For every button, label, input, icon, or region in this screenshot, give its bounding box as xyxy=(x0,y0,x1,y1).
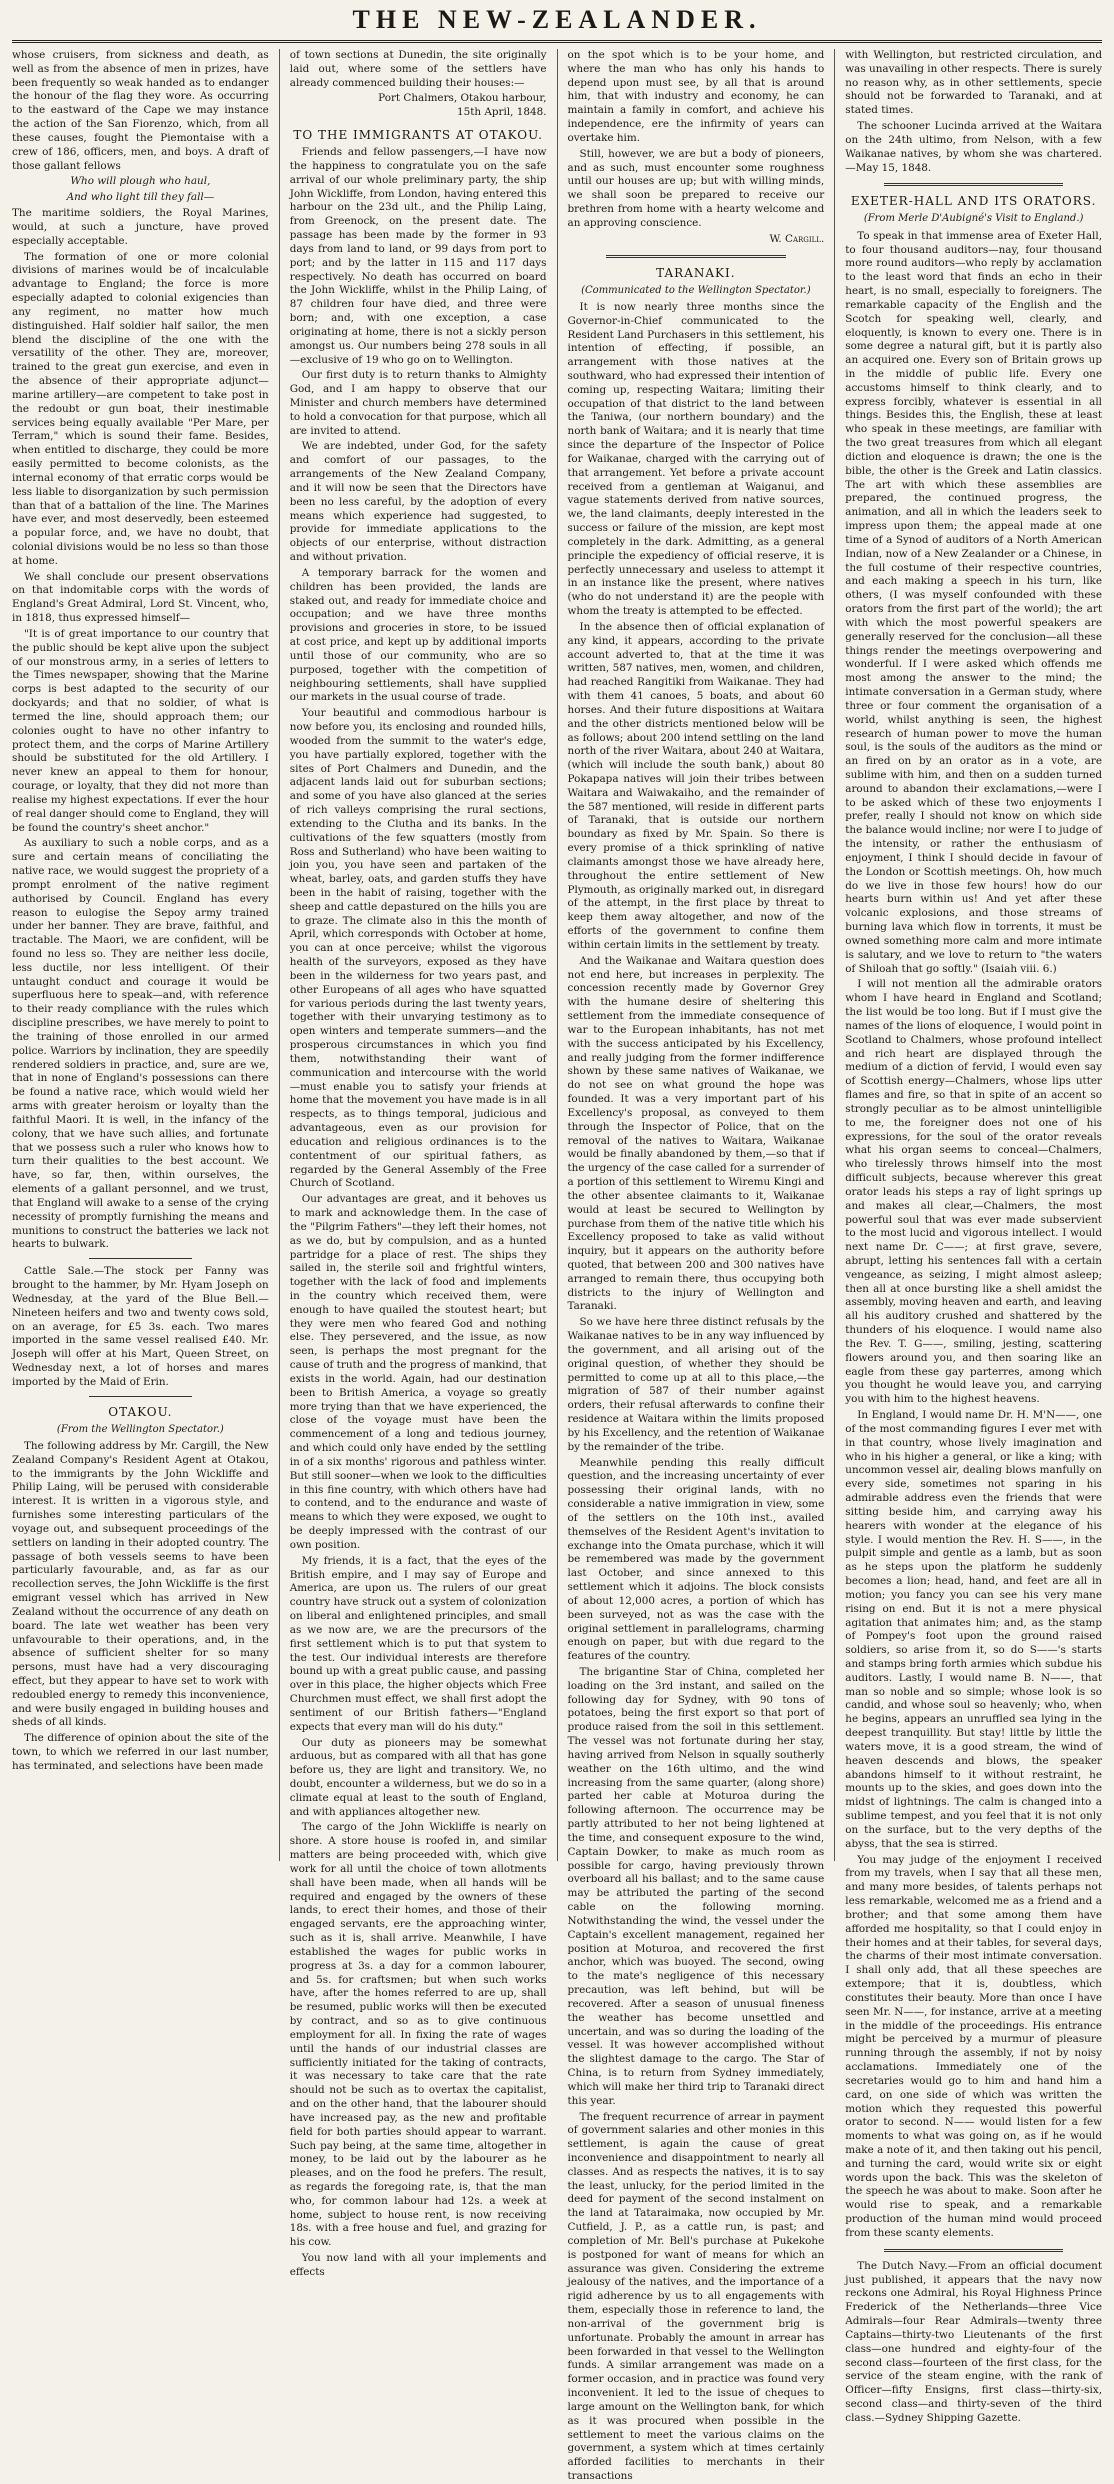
quote-paragraph: "It is of great importance to our country that the public should be kept alive upon the subject of our monstrous army, in a series of letters to the Times newspaper, showing that the Marine corps is best adapted to the security of our dockyards; and that no soldier, of what is termed the line, should approach them; our colonies ought to have no other infantry to protect them, and the corps of Marine Artillery should be substituted for the old Artillery. I never knew an appeal to them for honour, courage, or loyalty, that they did not more than realise my highest expectations. If ever the hour of real danger should come to England, they will be found the country's sheet anchor." xyxy=(12,627,269,834)
masthead xyxy=(12,0,1102,43)
marines-paragraph: As auxiliary to such a noble corps, and as a sure and certain means of conciliating the native race, we would suggest the propriety of a prompt enrolment of the native regiment authorised by Council. England has every reason to eulogise the Sepoy army trained under her banner. They are brave, faithful, and tractable. The Maori, we are confident, will be found no less so. They are neither less docile, less ductile, nor less intelligent. Of their untaught conduct and courage it would be superfluous here to speak—and, with reference to their ready compliance with the rules which discipline prescribes, we have merely to point to the training of those enrolled in our armed police. Warriors by inclination, they are speedily rendered soldiers in practice, and, sure are we, that in none of England's possessions can there be found a native race, which would wield her arms with greater heroism or loyalty than the faithful Maori. It is well, in the infancy of the colony, that we have such allies, and fortunate that we possess such a ruler who knows how to turn their qualities to the best account. We have, so far, then, within ourselves, the elements of a gallant personnel, and we trust, that England will awake to a sense of the crying necessity of promptly furnishing the means and munitions to construct the batteries we lack not hearts to bulwark. xyxy=(12,837,269,1251)
newspaper-title: THE NEW-ZEALANDER. xyxy=(352,5,762,34)
address-paragraph: Friends and fellow passengers,—I have now the happiness to congratulate you on the safe arrival of our whole preliminary party, the ship John Wickliffe, from London, having entered this harbour on the 23d ult., and the Philip Laing, from Greenock, on the present date. The passage has been made by the former in 93 days from land to land, or 99 days from port to port; and by the latter in 115 and 117 days respectively. No death has occurred on board the John Wickliffe, whilst in the Philip Laing, of 87 children four have died, and three were born; and, with one exception, a case originating at home, there is not a sickly person amongst us. Our numbers being 278 souls in all—exclusive of 19 who go on to Wellington. xyxy=(289,146,547,366)
otakou-heading: OTAKOU. xyxy=(108,1404,173,1419)
taranaki-paragraph: So we have here three distinct refusals by the Waikanae natives to be in any way influenced by the government, and all arising out of the original question, of whether they should be permitted to come up at all to this place,—the migration of 587 of their number against orders, their refusal afterwards to confine their residence at Waitara within the limits proposed by his Excellency, and the retention of Waikanae by the remainder of the tribe. xyxy=(567,1316,825,1453)
address-paragraph: We are indebted, under God, for the safety and comfort of our passages, to the arrangements of the New Zealand Company, and it will now be seen that the Directors have been no less careful, by the adoption of every means which experience had suggested, to provide for immediate applications to the objects of our enterprise, without distraction and without privation. xyxy=(289,440,547,564)
exeter-hall-paragraph: I will not mention all the admirable orators whom I have heard in England and Scotland; the list would be too long. But if I must give the names of the lions of eloquence, I would point in Scotland to Chalmers, whose profound intellect and rich heart are displayed through the medium of a diction of fervid, I would even say of Scottish energy—Chalmers, whose lips utter flames and fire, so that in spite of an accent so strongly peculiar as to be almost unintelligible to me, the foreigner does not one of his expressions, for the soul of the orator reveals what his organ seems to conceal—Chalmers, who tirelessly throws himself into the most difficult subjects, because wherever this great orator leads his steps a ray of light springs up and makes all clear,—Chalmers, the most powerful soul that was ever made subservient to the most lucid and vigorous intellect. I would next name Dr. C——; at first grave, severe, abrupt, letting his sentences fall with a certain vengeance, as seizing, I might almost asleep; then all at once bursting like a shell amidst the assembly, moving heaven and earth, and leaving all his auditory crushed and shattered by the thunders of his eloquence. I would name also the Rev. T. G——, smiling, jesting, scattering flowers around you, and then soaring like an eagle from these gay parterres, among which you thought he would leave you, and carrying you with him to the highest heavens. xyxy=(845,978,1102,1406)
taranaki-paragraph: Meanwhile pending this really difficult question, and the increasing uncertainty of ever possessing their original lands, with no considerable a native immigration in view, some of the settlers on the 10th inst., availed themselves of the Resident Agent's invitation to exchange into the Omata purchase, which it will be remembered was made by the government last October, and since annexed to this settlement which it adjoins. The block consists of about 12,000 acres, a portion of which has been surveyed, not as was the case with the original settlement in parallelograms, charming enough on paper, but with due regard to the features of the country. xyxy=(567,1456,825,1663)
verse-line: Who will plough who haul, xyxy=(70,175,211,188)
taranaki-paragraph: with Wellington, but restricted circulation, and was unavailing in other respects. There is surely no reason why, as in other settlements, specie should not be forwarded to Taranaki, and at stated times. xyxy=(845,49,1102,117)
exeter-hall-paragraph: In England, I would name Dr. H. M'N——, one of the most commanding figures I ever met with in that country, whose lively imagination and who in his higher a general, or like a king; with uncommon vessel air, dealing blows manfully on every side, sometimes not sparing in his admirable address even the friends that were sitting beside him, and carrying away his hearers with wonder at the elegance of his style. I would mention the Rev. H. S——, in the pulpit simple and gentle as a lamb, but as soon as he steps upon the platform he suddenly becomes a lion; head, hand, and feet are all in motion; you fancy you can see his very mane rising on end. But it is not a mere physical agitation that animates him; and, as the stamp of Pompey's foot upon the ground raised soldiers, so arise from it, so do S——'s starts and stamps bring forth armies which subdue his auditors. Lastly, I would name B. N——, that man so noble and so simple; whose look is so candid, and whose soul so heavenly; who, when he begins, appears an unruffled sea lying in the deepest tranquillity. But stay! little by little the waters move, it is a good stream, the wind of heaven descends and blows, the speaker abandons himself to it without restraint, he mounts up to the skies, and goes down into the midst of lightnings. The calm is changed into a sublime tempest, and you feel that it is not only on the surface, but to the very depths of the abyss, that the sea is stirred. xyxy=(845,1409,1102,1850)
divider xyxy=(606,255,786,258)
taranaki-paragraph: It is now nearly three months since the Governor-in-Chief communicated to the Resident Land Purchasers in this settlement, his intention of effecting, if possible, an arrangement with those natives at the southward, who had expressed their intention of coming up, respecting Waitara; limiting their occupation of that district to the land between the Taniwa, (our northern boundary) and the north bank of Waitara; and it is nearly that time since the departure of the Inspector of Police for Waikanae, charged with the carrying out of that arrangement. Yet before a private account received from a gentleman at Waiganui, and vague statements derived from native sources, we, the land claimants, deeply interested in the success or failure of the mission, are kept most completely in the dark. Admitting, as a general principle the expediency of official reserve, it is perfectly unnecessary and useless to attempt it in an instance like the present, where natives (who do not understand it) are the people with whom the treaty is attempted to be effected. xyxy=(567,300,825,618)
address-paragraph: My friends, it is a fact, that the eyes of the British empire, and I may say of Europe and America, are upon us. The rulers of our great country have struck out a system of colonization on liberal and enlightened principles, and small as we now are, we are the precursors of the first settlement which is to put that system to the test. Our individual interests are therefore bound up with a great public cause, and passing over in this place, the higher objects which Free Churchmen must effect, we shall first adopt the sentiment of our British fathers—"England expects that every man will do his duty." xyxy=(289,1554,547,1733)
address-paragraph: Our first duty is to return thanks to Almighty God, and I am happy to observe that our Minister and church members have determined to hold a convocation for that purpose, which all are invited to attend. xyxy=(289,369,547,437)
otakou-paragraph: The following address by Mr. Cargill, the New Zealand Company's Resident Agent at Otakou, to the immigrants by the John Wickliffe and Philip Laing, will be perused with considerable interest. It is written in a vigorous style, and furnishes some interesting particulars of the voyage out, and subsequent proceedings of the settlers on landing in their adopted country. The passage of both vessels seems to have been particularly favourable, and, as far as our recollection serves, the John Wickliffe is the first emigrant vessel which has arrived in New Zealand without the occurrence of any death on board. The late wet weather has been very unfavourable to their operations, and, in the absence of sufficient shelter for so many persons, must have had a very discouraging effect, but they appear to have set to work with redoubled energy to remedy this inconvenience, and were busily engaged in building houses and sheds of all kinds. xyxy=(12,1439,269,1729)
taranaki-source: (Communicated to the Wellington Spectator.) xyxy=(581,284,811,296)
divider xyxy=(89,1396,192,1397)
dateline: Port Chalmers, Otakou harbour, xyxy=(378,92,547,105)
taranaki-paragraph: The brigantine Star of China, completed her loading on the 3rd instant, and sailed on the following day for Sydney, with 90 tons of potatoes, being the first export so that port of produce raised from the soil in this settlement. The vessel was not fortunate during her stay, having arrived from Nelson in squally southerly weather on the 16th ultimo, and the wind increasing from the same quarter, (along shore) parted her cable at Moturoa during the following afternoon. The occurrence may be partly attributed to her not being lightened at the time, and consequent exposure to the wind, Captain Dowker, to make as much room as possible for cargo, having previously thrown overboard all his ballast; and to the same cause may be attributed the parting of the second cable on the following morning. Notwithstanding the wind, the vessel under the Captain's excellent management, regained her position at Moturoa, and recovered the first anchor, which was buoyed. The second, owing to the mate's negligence of this necessary precaution, was left behind, but will be recovered. After a season of unusual fineness the weather has become unsettled and uncertain, and was so during the loading of the vessel. It was however accomplished without the slightest damage to the cargo. The Star of China, is to return from Sydney immediately, which will make her third trip to Taranaki direct this year. xyxy=(567,1666,825,2107)
address-paragraph: Still, however, we are but a body of pioneers, and as such, must encounter some roughness until our houses are up; but with willing minds, we shall soon be prepared to receive our brethren from home with a hearty welcome and an approving conscience. xyxy=(567,147,825,229)
cattle-sale-paragraph: Cattle Sale.—The stock per Fanny was brought to the hammer, by Mr. Hyam Joseph on Wednesday, at the yard of the Blue Bell.—Nineteen heifers and two and twenty cows sold, on an average, for £5 3s. each. Two mares imported in the same vessel realised £40. Mr. Joseph will offer at his Mart, Queen Street, on Wednesday next, a lot of horses and mares imported by the Maid of Erin. xyxy=(12,1265,269,1388)
otakou-source: (From the Wellington Spectator.) xyxy=(56,1423,224,1435)
taranaki-heading: TARANAKI. xyxy=(656,265,736,280)
column-4 xyxy=(845,49,1103,2424)
taranaki-paragraph: The schooner Lucinda arrived at the Waitara on the 24th ultimo, from Nelson, with a few Waikanae natives, by whom she was chartered.—May 15, 1848. xyxy=(845,120,1102,174)
exeter-hall-heading: EXETER-HALL AND ITS ORATORS. xyxy=(850,194,1097,209)
signature: W. Cargill. xyxy=(769,232,825,245)
divider xyxy=(884,183,1064,186)
columns xyxy=(12,49,1103,2483)
address-paragraph: You now land with all your implements and effects xyxy=(289,2252,547,2278)
address-heading: TO THE IMMIGRANTS AT OTAKOU. xyxy=(293,128,543,143)
dutch-navy-paragraph: The Dutch Navy.—From an official document just published, it appears that the navy now reckons one Admiral, his Royal Highness Prince Frederick of the Netherlands—three Vice Admirals—four Rear Admirals—twenty three Captains—thirty-two Lieutenants of the first class—one hundred and eighty-four of the second class—fourteen of the first class, for the service of the steam engine, with the rank of Officer—fifty Ensigns, first class—thirty-six, second class—and thirty-seven of the third class.—Sydney Shipping Gazette. xyxy=(845,2259,1102,2424)
divider xyxy=(89,1258,192,1259)
dateline: 15th April, 1848. xyxy=(456,106,547,119)
taranaki-paragraph: And the Waikanae and Waitara question does not end here, but increases in perplexity. The concession recently made by Governor Grey with the humane desire of sheltering this settlement from the immediate consequence of war to the European inhabitants, has not met with the success anticipated by his Excellency, and really judging from the former indifference shown by these same natives of Waikanae, we do not see on what ground the hope was founded. It was a very important part of his Excellency's proposal, as conveyed to them through the Inspector of Police, that on the removal of the natives to Waitara, Waikanae would be finally abandoned by them,—so that if the urgency of the case called for a surrender of a portion of this settlement to Wiremu Kingi and the other absentee claimants to it, Waikanae would at least be secured to Wellington by purchase from them of the native title which his Excellency proposed to take as valid without inquiry, but it appears on the authority before quoted, that between 200 and 300 natives have arranged to remain there, thus occupying both districts to the injury of Wellington and Taranaki. xyxy=(567,954,825,1313)
column-rule xyxy=(279,49,280,1861)
address-paragraph: The cargo of the John Wickliffe is nearly on shore. A store house is roofed in, and similar matters are being proceeded with, which give work for all until the choice of town allotments shall have been made, when all hands will be required and engaged by the owners of these lands, to erect their homes, and those of their engaged servants, ere the approaching winter, such as it is, shall arrive. Meanwhile, I have established the wages for public works in progress at 3s. a day for a common labourer, and 5s. for craftsmen; but when such works have, after the homes referred to are up, shall be resumed, public works will then be executed by contract, and so as to give continuous employment for all. In fixing the rate of wages until the hands of our industrial classes are sufficiently initiated for the taking of contracts, it was necessary to take care that the rate should not be such as to overtax the capitalist, and on the other hand, that the labourer should have increased pay, as the new and profitable field for both parties should appear to warrant. Such pay being, at the same time, altogether in money, to be laid out by the labourer as he pleases, and on the food he prefers. The result, as regards the foregoing rate, is, that the man who, for common labour had 12s. a week at home, subject to house rent, is now receiving 18s. with a free house and fuel, and grazing for his cow. xyxy=(289,1821,547,2249)
address-paragraph: Our duty as pioneers may be somewhat arduous, but as compared with all that has gone before us, they are light and transitory. We, no doubt, encounter a wilderness, but we do so in a climate equal at least to the south of England, and with appliances altogether new. xyxy=(289,1736,547,1818)
verse-line: And who light till they fall— xyxy=(66,191,215,204)
marines-paragraph: The formation of one or more colonial divisions of marines would be of incalculable advantage to England; the force is more especially adapted to colonial exigencies than any regiment, no matter how much distinguished. Half soldier half sailor, the men blend the discipline of the one with the versatility of the other. They are, moreover, trained to the great gun exercise, and even in the absence of their appropriate adjunct—marine artillery—are competent to take post in the redoubt or gun boat, their inestimable services being equally available "Per Mare, per Terram," which is sound their fame. Besides, when entitled to discharge, they could be more easily permitted to become colonists, as the internal economy of that erratic corps would be less liable to disorganization by such permission than that of a battalion of the line. The Marines have ever, and most deservedly, been esteemed a popular force, and, we have no doubt, that colonial divisions would be no less so than those at home. xyxy=(12,250,269,567)
address-paragraph: Your beautiful and commodious harbour is now before you, its enclosing and rounded hills, wooded from the summit to the water's edge, you have partially explored, together with the sites of Port Chalmers and Dunedin, and the adjacent lands laid out for suburban sections; and some of you have also glanced at the series of rich valleys comprising the rural sections, extending to the Clutha and its banks. In the cultivations of the few squatters (mostly from Ross and Sutherland) who have been waiting to join you, you have seen and partaken of the wheat, barley, oats, and garden stuffs they have been in the habit of raising, together with the sheep and cattle depastured on the hills you are to graze. The climate also in this the month of April, which corresponds with October at home, you can at once perceive; whilst the vigorous health of the surveyors, exposed as they have been in the wilderness for two years past, and other Europeans of all ages who have squatted for various periods during the last twenty years, together with their unvarying testimony as to open winters and temperate summers—and the prosperous circumstances in which you find them, notwithstanding their want of communication and intercourse with the world—must enable you to satisfy your friends at home that the movement you have made is in all respects, as to things temporal, judicious and advantageous, even as our provision for education and religious ordinances is to the contentment of our spiritual fathers, as regarded by the General Assembly of the Free Church of Scotland. xyxy=(289,707,547,1190)
marines-paragraph: The maritime soldiers, the Royal Marines, would, at such a juncture, have proved especially acceptable. xyxy=(12,207,269,247)
column-rule xyxy=(834,49,835,1861)
marines-paragraph: whose cruisers, from sickness and death, as well as from the absence of men in prizes, have been frequently so weak handed as to endanger the honour of the flag they wore. As occurring to the eastward of the Cape we may instance the action of the San Fiorenzo, which, from all these causes, fought the Piemontaise with a crew of 186, officers, men, and boys. A draft of those gallant fellows xyxy=(12,49,269,172)
address-paragraph: on the spot which is to be your home, and where the man who has only his hands to depend upon must see, by all that is around him, that with industry and economy, he can maintain a family in comfort, and achieve his independence, ere the infirmity of years can overtake him. xyxy=(567,49,825,144)
otakou-paragraph: of town sections at Dunedin, the site originally laid out, where some of the settlers have already commenced building their houses:— xyxy=(289,49,547,89)
column-2 xyxy=(289,49,547,2278)
exeter-hall-source: (From Merle D'Aubigné's Visit to England.) xyxy=(863,213,1084,225)
divider xyxy=(884,2249,1064,2252)
marines-paragraph: We shall conclude our present observations on that indomitable corps with the words of England's Great Admiral, Lord St. Vincent, who, in 1818, thus expressed himself— xyxy=(12,570,269,625)
exeter-hall-paragraph: You may judge of the enjoyment I received from my travels, when I say that all these men, and many more besides, of talents perhaps not less remarkable, welcomed me as a friend and a brother; and that some among them have afforded me hospitality, so that I could enjoy in their homes and at their tables, for several days, the charms of their most intimate conversation. I shall only add, that all these speeches are extempore; that it is, doubtless, which constitutes their beauty. More than once I have seen Mr. N——, for instance, arrive at a meeting in the middle of the proceedings. His entrance might be perceived by a murmur of pleasure running through the assembly, if not by noisy acclamations. Immediately one of the secretaries would go to him and hand him a card, on one side of which was written the motion which they requested this powerful orator to second. N—— would listen for a few moments to what was going on, as if he would make a note of it, and then taking out his pencil, and turning the card, would write six or eight words upon the back. This was the skeleton of the speech he was about to make. Soon after he would rise to speak, and a remarkable production of the human mind would proceed from these scanty elements. xyxy=(845,1853,1103,2239)
taranaki-paragraph: The frequent recurrence of arrear in payment of government salaries and other monies in this settlement, is again the cause of great inconvenience and disappointment to nearly all classes. And as respects the natives, it is to say the least, unlucky, for the period limited in the deed for payment of the second instalment on the land at Tataraimaka, now occupied by Mr. Cutfield, J. P., as a cattle run, is past; and completion of Mr. Bell's purchase at Pukekohe is postponed for want of means for which an assurance was given. Considering the extreme jealousy of the natives, and the importance of a rigid adherence by us to all engagements with them, especially those in reference to land, the non-arrival of the government brig is unfortunate. Probably the amount in arrear has been forwarded in that vessel to the Wellington funds. A similar arrangement was made on a former occasion, and in practice was found very inconvenient. It led to the issue of cheques to large amount on the Wellington bank, for which as it was procured when possible in the settlement to meet the various claims on the government, a system which at times certainly afforded facilities to merchants in their transactions xyxy=(567,2110,825,2483)
column-3 xyxy=(567,49,825,2483)
exeter-hall-paragraph: To speak in that immense area of Exeter Hall, to four thousand auditors—nay, four thousand more round auditors—who reply by acclamation to the least word that finds an echo in their heart, is no small, especially to foreigners. The remarkable capacity of the English and the Scotch for speaking well, clearly, and eloquently, is known to every one. There is in some degree a natural gift, but it is partly also an acquired one. Every son of Britain grows up in the middle of public life. Every one accustoms himself to think clearly, and to express forcibly, whatever is essential in all things. Besides this, the English, these at least who speak in these meetings, are familiar with the two great treasures from which all elegant diction and eloquence is drawn; the one is the bible, the other is the Greek and Latin classics. The art with which these assemblies are prepared, the continued progress, the animation, and all in which the leaders seek to impress upon them; the appeal made at one time of a Synod of auditors of a North American Indian, now of a New Zealander or a Chinese, in the full costume of their respective countries, and each making a speech in his turn, like others, (I was myself confounded with these orators from the first part of the world); the art with which the most powerful speakers are generally reserved for the conclusion—all these things render the meetings overpowering and wonderful. If I were asked which offends me most among the answer to the mind; the intimate conversation in a German study, where three or four comment the organisation of a world, whilst anything is seen, the highest research of human power to move the human soul, is the souls of the auditors as the mind or an fired on by an orator as in a vote, are sublime with him, and then on a sudden turned around to abandon their exclamations,—were I to be asked which of these two enjoyments I prefer, really I should not know on which side the balance would incline; nor were I to judge of the intensity, or rather the enthusiasm of enjoyment, I think I should decide in favour of the London or Scottish meetings. Oh, how much do we live in those few hours! how do our hearts burn within us! And yet after these volcanic explosions, and those streams of burning lava which flow in torrents, it must be owned something more calm and more intimate is salutary, and we love to return to "the waters of Shiloah that go softly." (Isaiah viii. 6.) xyxy=(845,229,1102,975)
address-paragraph: Our advantages are great, and it behoves us to mark and acknowledge them. In the case of the "Pilgrim Fathers"—they left their homes, not as we do, but by compulsion, and as a hunted partridge for a place of rest. The ships they sailed in, the sterile soil and frightful winters, together with the lack of food and implements in the country which received them, were enough to have quailed the stoutest heart; but they were men who feared God and nothing else. They persevered, and the issue, as now seen, is perhaps the most pregnant for the cause of truth and the progress of mankind, that exists in the world. Again, had our destination been to British America, a voyage so greatly more trying than that we have experienced, the close of the voyage must have been the commencement of a long and tedious journey, and which could only have ended by the settling in of a six months' rigorous and pathless winter. But still sooner—when we look to the difficulties in this fine country, with which others have had to contend, and to the endurance and waste of means to which they were exposed, we ought to be deeply impressed with the contrast of our own position. xyxy=(289,1193,547,1551)
column-1 xyxy=(12,49,269,1861)
address-paragraph: A temporary barrack for the women and children has been provided, the lands are staked out, and ready for immediate choice and occupation; and we have three months provisions and groceries in store, to be issued at cost price, and kept up by additional imports until those of our community, who are so purposed, together with the competition of neighbouring settlements, shall have supplied our markets in the usual course of trade. xyxy=(289,566,547,704)
otakou-paragraph: The difference of opinion about the site of the town, to which we referred in our last number, has terminated, and selections have been made xyxy=(12,1732,269,1772)
column-rule xyxy=(557,49,558,1861)
taranaki-paragraph: In the absence then of official explanation of any kind, it appears, according to the private account adverted to, that at the time it was written, 587 natives, men, women, and children, had reached Rangitiki from Waikanae. They had with them 41 canoes, 5 boats, and about 60 horses. And their future dispositions at Waitara and the other districts mentioned below will be as follows; about 200 intend settling on the land north of the river Waitara, about 240 at Waitara, (which will include the south bank,) about 80 Pokapapa natives will join their tribes between Waitara and Waiwakaiho, and the remainder of the 587 mentioned, will reside in different parts of Taranaki, that is outside our northern boundary as fixed by Mr. Spain. So there is every promise of a thick sprinkling of native claimants amongst those we have already here, throughout the entire settlement of New Plymouth, as originally marked out, in disregard of the attempt, in the first place by threat to keep them away altogether, and now of the efforts of the government to confine them within certain limits in the settlement by treaty. xyxy=(567,620,825,951)
